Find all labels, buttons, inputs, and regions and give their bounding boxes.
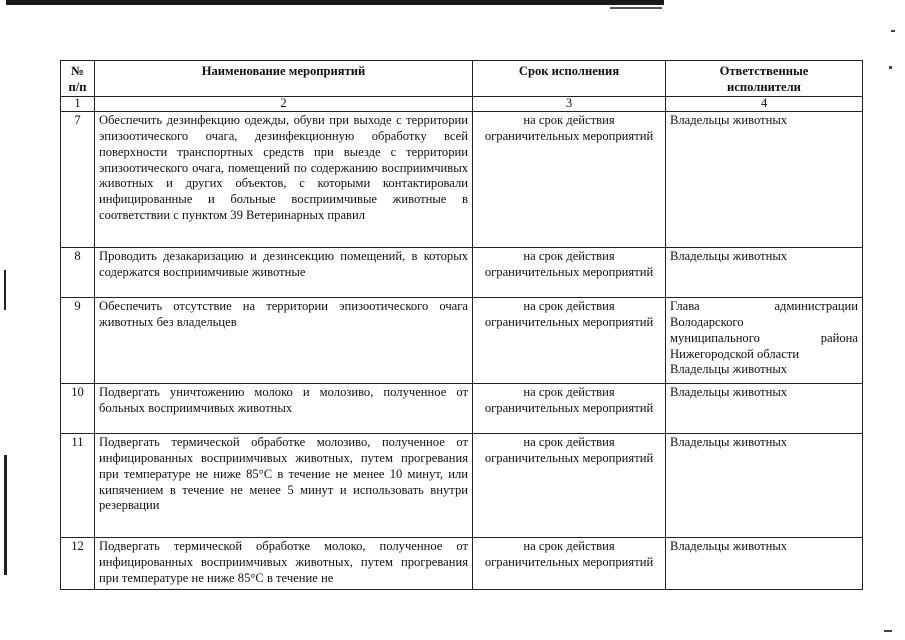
measures-table — [60, 60, 863, 590]
responsible-line: муниципального района — [670, 330, 858, 345]
measure-name: Подвергать термической обработке молозиво, полученное от инфицированных восприимчивых животных, путем прогревания при температуре не ниже 85°С в течение не менее 10 минут, или кипячением в течение не менее 5 минут и использовать внутри резервации — [95, 434, 473, 538]
measure-responsible — [666, 538, 863, 590]
measure-term: на срок действия ограничительных мероприятий — [473, 538, 666, 590]
table-row — [61, 538, 863, 590]
scan-top-bar — [6, 0, 664, 5]
scan-speck — [891, 30, 895, 32]
responsible-line: Нижегородской области — [670, 346, 800, 361]
measure-name: Подвергать термической обработке молоко, полученное от инфицированных восприимчивых животных, путем прогревания при температуре не ниже 85°С в течение не — [95, 538, 473, 590]
measure-name: Проводить дезакаризацию и дезинсекцию помещений, в которых содержатся восприимчивые животные — [95, 248, 473, 298]
table-row — [61, 298, 863, 384]
row-number: 8 — [61, 248, 95, 298]
responsible-line: Глава администрации — [670, 299, 858, 314]
measure-term: на срок действия ограничительных мероприятий — [473, 384, 666, 434]
table-row — [61, 112, 863, 248]
measure-name: Обеспечить дезинфекцию одежды, обуви при выходе с территории эпизоотического очага, дезинфекционную обработку всей поверхности транспортных средств при выезде с территории эпизоотического очага, помещений по содержанию восприимчивых животных и других объектов, с которыми контактировали инфицированные и больные восприимчивые животные в соответствии с пунктом 39 Ветеринарных правил — [95, 112, 473, 248]
header-resp-line1: Ответственные — [719, 64, 809, 78]
measure-name: Подвергать уничтожению молоко и молозиво, полученное от больных восприимчивых животных — [95, 384, 473, 434]
row-number: 10 — [61, 384, 95, 434]
responsible-line: Владельцы животных — [670, 539, 788, 554]
header-num-line2: п/п — [68, 79, 87, 94]
header-num — [61, 61, 95, 97]
row-number: 9 — [61, 298, 95, 384]
measure-responsible — [666, 298, 863, 384]
row-number: 12 — [61, 538, 95, 590]
responsible-line: Володарского — [670, 315, 744, 330]
table-header-row — [61, 61, 863, 97]
header-num-line1: № — [71, 64, 84, 78]
responsible-line: Владельцы животных — [670, 435, 788, 450]
row-number: 11 — [61, 434, 95, 538]
measure-responsible — [666, 248, 863, 298]
header-resp-line2: исполнители — [727, 79, 801, 94]
responsible-line: Владельцы животных — [670, 113, 788, 128]
table-row — [61, 248, 863, 298]
scan-top-mark — [610, 7, 662, 9]
table-row — [61, 384, 863, 434]
responsible-line: Владельцы животных — [670, 362, 788, 377]
column-index-cell: 2 — [95, 97, 473, 112]
column-index-cell: 1 — [61, 97, 95, 112]
measure-name: Обеспечить отсутствие на территории эпизоотического очага животных без владельцев — [95, 298, 473, 384]
measure-responsible — [666, 384, 863, 434]
measure-responsible — [666, 112, 863, 248]
row-number: 7 — [61, 112, 95, 248]
measure-term: на срок действия ограничительных мероприятий — [473, 434, 666, 538]
measure-term: на срок действия ограничительных мероприятий — [473, 112, 666, 248]
column-index-cell: 3 — [473, 97, 666, 112]
measure-responsible — [666, 434, 863, 538]
column-index-row — [61, 97, 863, 112]
scan-edge-mark — [4, 270, 6, 310]
header-resp — [666, 61, 863, 97]
header-term: Срок исполнения — [473, 61, 666, 97]
scan-speck — [884, 630, 892, 632]
responsible-line: Владельцы животных — [670, 385, 788, 400]
scan-edge-mark — [4, 455, 7, 575]
responsible-line: Владельцы животных — [670, 249, 788, 264]
scan-speck — [889, 66, 892, 69]
table-row — [61, 434, 863, 538]
header-name: Наименование мероприятий — [95, 61, 473, 97]
column-index-cell: 4 — [666, 97, 863, 112]
measure-term: на срок действия ограничительных мероприятий — [473, 298, 666, 384]
measure-term: на срок действия ограничительных мероприятий — [473, 248, 666, 298]
